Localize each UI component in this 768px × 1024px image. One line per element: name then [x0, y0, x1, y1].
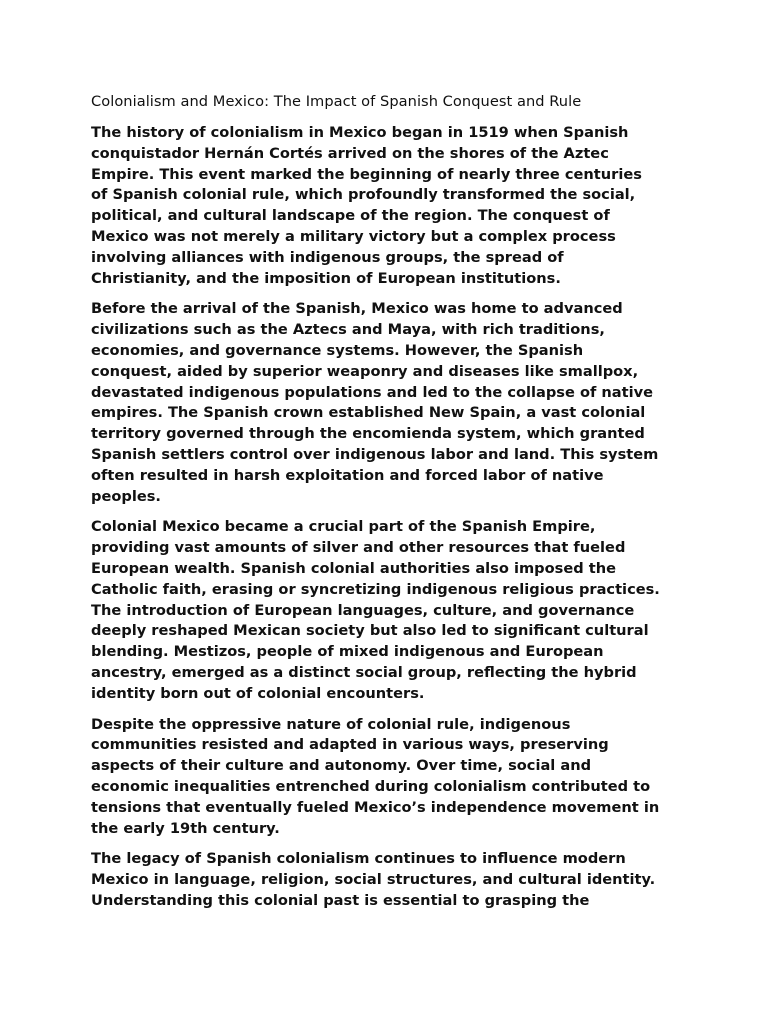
- text-line: providing vast amounts of silver and other resources that fueled: [91, 539, 626, 557]
- text-line: involving alliances with indigenous groups, the spread of: [91, 248, 564, 266]
- text-line: of Spanish colonial rule, which profoundly transformed the social,: [91, 186, 636, 204]
- text-line: civilizations such as the Aztecs and Maya, with rich traditions,: [91, 321, 605, 339]
- text-line: European wealth. Spanish colonial authorities also imposed the: [91, 559, 617, 577]
- text-line: Mexico in language, religion, social structures, and cultural identity.: [91, 871, 656, 889]
- text-line: economic inequalities entrenched during colonialism contributed to: [91, 777, 651, 795]
- text-line: Spanish settlers control over indigenous labor and land. This system: [91, 445, 659, 463]
- paragraph-4: [91, 715, 691, 840]
- text-line: communities resisted and adapted in various ways, preserving: [91, 736, 609, 754]
- text-line: Christianity, and the imposition of European institutions.: [91, 269, 561, 287]
- text-line: empires. The Spanish crown established New Spain, a vast colonial: [91, 404, 646, 422]
- text-line: devastated indigenous populations and led to the collapse of native: [91, 383, 654, 401]
- text-line: Understanding this colonial past is essential to grasping the: [91, 891, 590, 909]
- text-line: deeply reshaped Mexican society but also led to significant cultural: [91, 622, 649, 640]
- text-line: conquistador Hernán Cortés arrived on the shores of the Aztec: [91, 144, 609, 162]
- text-line: Colonial Mexico became a crucial part of the Spanish Empire,: [91, 518, 596, 536]
- paragraph-3: [91, 517, 691, 704]
- text-line: peoples.: [91, 487, 161, 505]
- document-title: Colonialism and Mexico: The Impact of Spanish Conquest and Rule: [91, 93, 582, 110]
- text-line: Mexico was not merely a military victory but a complex process: [91, 227, 616, 245]
- text-line: blending. Mestizos, people of mixed indigenous and European: [91, 643, 604, 661]
- text-line: economies, and governance systems. However, the Spanish: [91, 341, 584, 359]
- text-line: Before the arrival of the Spanish, Mexico was home to advanced: [91, 300, 623, 318]
- text-line: The introduction of European languages, culture, and governance: [91, 601, 635, 619]
- text-line: Despite the oppressive nature of colonial rule, indigenous: [91, 715, 571, 733]
- text-line: The history of colonialism in Mexico began in 1519 when Spanish: [91, 124, 629, 141]
- paragraph-2: [91, 299, 691, 507]
- text-line: aspects of their culture and autonomy. Over time, social and: [91, 757, 592, 775]
- text-line: ancestry, emerged as a distinct social group, reflecting the hybrid: [91, 663, 637, 681]
- text-line: political, and cultural landscape of the region. The conquest of: [91, 207, 610, 225]
- paragraph-1: [91, 123, 691, 289]
- text-line: identity born out of colonial encounters.: [91, 684, 425, 702]
- text-line: Empire. This event marked the beginning of nearly three centuries: [91, 165, 642, 183]
- document-page: [91, 91, 691, 922]
- text-line: territory governed through the encomienda system, which granted: [91, 425, 645, 443]
- text-line: conquest, aided by superior weaponry and diseases like smallpox,: [91, 362, 639, 380]
- text-line: often resulted in harsh exploitation and forced labor of native: [91, 466, 604, 484]
- text-line: Catholic faith, erasing or syncretizing indigenous religious practices.: [91, 580, 660, 598]
- text-line: the early 19th century.: [91, 819, 280, 837]
- paragraph-5: [91, 849, 691, 911]
- text-line: tensions that eventually fueled Mexico’s independence movement in: [91, 798, 660, 816]
- text-line: The legacy of Spanish colonialism continues to influence modern: [91, 850, 626, 868]
